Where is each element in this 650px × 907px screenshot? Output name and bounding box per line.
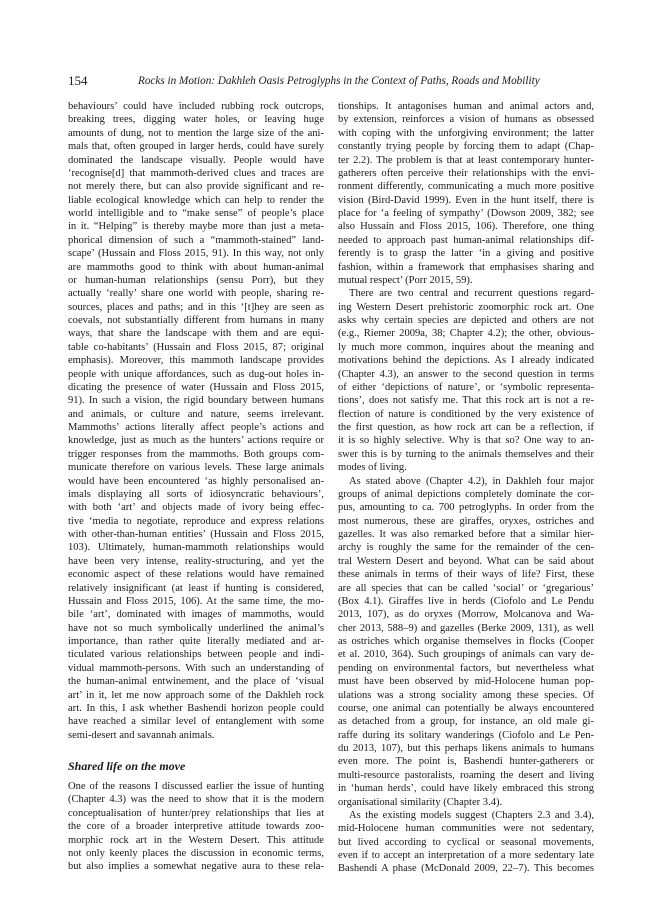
text-line: ing Western Desert prehistoric zoomorphic rock art. One — [338, 301, 594, 313]
text-line: modes of living. — [338, 462, 407, 474]
text-line: dominated the landscape visually. People would have — [68, 154, 324, 166]
text-line: vision (Bird-David 1999). Even in the hunt itself, there is — [338, 194, 594, 206]
text-line: as detached from a group, for instance, an old male gi- — [338, 716, 594, 728]
text-line: not merely there, but can also provide significant and re- — [68, 181, 324, 193]
left-paragraph-1 — [68, 100, 324, 742]
text-line: trigger responses from the mammoths. Both groups com- — [68, 448, 324, 460]
text-line: Bashendi A phase (McDonald 2009, 22–7). This becomes — [338, 863, 594, 875]
text-line: importance, than rather quite literally mediated and ar- — [68, 636, 324, 647]
text-line: gatherers often perceive their relationships with the envi- — [338, 167, 594, 179]
right-paragraph-1 — [338, 100, 594, 287]
text-line: 103). Ultimately, human-mammoth relationships would — [68, 542, 324, 554]
text-line: relatively insignificant (at least if hunting is considered, — [68, 582, 324, 594]
text-line: multi-resource pastoralists, roaming the desert and living — [338, 769, 594, 781]
text-line: in it. “Helping” is thereby maybe more than just a meta- — [68, 221, 324, 233]
text-line: phorical dimension of such a “mammoth-stained” land- — [68, 234, 324, 246]
text-line: 91). In such a vision, the rigid boundary between humans — [68, 395, 324, 407]
text-line: or human-human relationships (sensu Porr), but they — [68, 274, 324, 286]
text-line: mid-Holocene human communities were not sedentary, — [338, 823, 594, 835]
text-line: economic aspect of these relations would have remained — [68, 569, 324, 581]
text-line: art’ in it, let me now approach some of the Dakhleh rock — [68, 689, 324, 701]
text-line: with other-than-human entities’ (Hussain and Floss 2015, — [68, 529, 324, 540]
text-line: ly much more common, inquires about the meaning and — [338, 341, 594, 353]
text-line: constantly trying people by forcing them to adapt (Chap- — [338, 141, 594, 153]
text-line: dicating the presence of water (Hussain and Floss 2015, — [68, 381, 324, 393]
text-line: ter 2.2). The problem is that at least contemporary hunter- — [338, 154, 594, 166]
page-number: 154 — [68, 73, 88, 88]
text-line: in ‘human herds’, could have likely embraced this strong — [338, 783, 594, 795]
text-line: by extension, reinforces a vision of humans as obsessed — [338, 114, 594, 126]
text-line: are mammoths good to think with about human-animal — [68, 261, 324, 273]
text-line: but lived according to cyclical or seasonal movements, — [338, 836, 594, 848]
text-line: raffe during its solitary wanderings (Ciofolo and Le Pen- — [338, 729, 594, 741]
text-line: There are two central and recurrent questions regard- — [349, 288, 594, 300]
text-line: ways, that share the landscape with them and are equi- — [68, 328, 324, 340]
text-line: ferently is to grasp the latter ‘in a giving and positive — [338, 248, 594, 260]
text-line: cher 2013, 588–9) and gazelles (Berke 2009, 131), as well — [338, 622, 594, 634]
text-line: liable ecological knowledge which can help to render the — [68, 194, 324, 206]
text-line: semi-desert and savannah animals. — [68, 729, 215, 741]
text-line: pending on environmental factors, but nevertheless what — [338, 662, 594, 674]
text-line: and animals, or culture and nature, seems irrelevant. — [68, 408, 324, 420]
text-line: of either ‘depictions of nature’, or ‘symbolic representa- — [338, 381, 594, 393]
text-line: ronment differently, communicating a much more positive — [338, 181, 594, 193]
text-line: bile ‘art’, dominated with images of mammoths, would — [68, 609, 324, 621]
text-line: Hussain and Floss 2015, 106). At the same time, the mo- — [68, 595, 324, 607]
text-line: conceptualisation of hunter/prey relationships that lies at — [68, 807, 324, 819]
text-line: as ostriches which organise themselves in flocks (Cooper — [338, 636, 594, 647]
text-line: sources, places and paths; and in this ‘[t]hey are seen as — [68, 301, 324, 313]
left-column — [68, 100, 324, 874]
text-line: table co-habitants’ (Hussain and Floss 2015, 87; original — [68, 341, 324, 353]
text-line: actually ‘really’ share one world with people, sharing re- — [68, 288, 324, 300]
text-line: 2013, 107), as do oryxes (Morrow, Molcanova and Wa- — [338, 609, 594, 621]
text-line: groups of animal depictions completely dominate the cor- — [338, 488, 594, 500]
text-line: breaking trees, digging water holes, or leaving huge — [68, 114, 324, 126]
text-line: world intelligible and to “make sense” of people’s place — [68, 208, 324, 219]
text-line: ‘recognise[d] that mammoth-derived clues and traces are — [68, 167, 324, 179]
text-line: scape’ (Hussain and Floss 2015, 91). In this way, not only — [68, 248, 324, 260]
text-line: et al. 2010, 364). Such groupings of animals can vary de- — [338, 649, 594, 661]
text-line: imals displaying all sorts of idiosyncratic behaviours’, — [68, 488, 324, 500]
text-line: mals that, often grouped in larger herds, could have surely — [68, 141, 324, 153]
text-line: vidual mammoth-persons. With such an understanding of — [68, 662, 324, 674]
text-line: the core of a broader interpretive attitude towards zoo- — [68, 821, 324, 833]
text-line: (Chapter 4.3) was the need to show that it is the modern — [68, 794, 324, 806]
text-line: also Hussain and Floss 2015, 106). Therefore, one thing — [338, 221, 594, 233]
text-line: the first question, as how rock art can be a reflection, if — [338, 422, 594, 433]
running-title: Rocks in Motion: Dakhleh Oasis Petroglyphs in the Context of Paths, Roads and Mobility — [138, 75, 540, 87]
right-paragraph-2 — [338, 287, 594, 474]
text-line: One of the reasons I discussed earlier the issue of hunting — [68, 781, 324, 792]
text-line: with both ‘art’ and objects made of ivory being effec- — [68, 502, 324, 514]
text-line: coevals, not substantially different from humans in many — [68, 315, 324, 326]
text-line: with coping with the unforgiving environment; the latter — [338, 127, 594, 139]
text-line: needed to approach past human-animal relationships dif- — [338, 234, 594, 246]
left-paragraph-2 — [68, 780, 324, 874]
text-line: archy is roughly the same for the remainder of the cen- — [338, 542, 594, 554]
text-line: even more. The point is, Bashendi hunter-gatherers or — [338, 756, 594, 768]
text-line: (Chapter 4.3), an answer to the second question in terms — [338, 368, 594, 380]
text-line: but also implies a somewhat negative aura to these rela- — [68, 861, 324, 873]
right-paragraph-3 — [338, 475, 594, 809]
text-line: Mammoths’ actions literally affect people’s actions and — [68, 422, 324, 433]
text-line: As stated above (Chapter 4.2), in Dakhleh four major — [349, 475, 594, 487]
text-line: motivations behind the depictions. As I already indicated — [338, 355, 594, 367]
text-line: have reached a similar level of entanglement with some — [68, 716, 324, 728]
text-line: mutual respect’ (Porr 2015, 59). — [338, 274, 473, 286]
text-line: it is so highly selective. Why is that so? One way to an- — [338, 435, 594, 447]
text-line: course, one animal can potentially be always encountered — [338, 702, 594, 714]
text-line: (Box 4.1). Giraffes live in herds (Ciofolo and Le Pendu — [338, 595, 594, 607]
text-line: people with unique affordances, such as dug-out holes in- — [68, 368, 324, 380]
text-line: these animals in terms of their ways of life? First, these — [338, 569, 594, 581]
text-line: most numerous, these are giraffes, oryxes, ostriches and — [338, 515, 594, 527]
text-line: emphasis). Moreover, this mammoth landscape provides — [68, 355, 324, 367]
text-line: fashion, within a framework that emphasises sharing and — [338, 261, 594, 273]
right-column — [338, 100, 594, 876]
text-line: behaviours’ could have included rubbing rock outcrops, — [68, 101, 324, 112]
text-line: have been very intense, reality-structuring, and yet the — [68, 555, 324, 567]
text-line: (e.g., Riemer 2009a, 38; Chapter 4.2); the other, obvious- — [338, 328, 594, 340]
text-line: asks why certain species are depicted and others are not — [338, 315, 594, 326]
text-line: knowledge, just as much as the hunters’ actions require or — [68, 435, 324, 447]
text-line: have not so much symbolically underlined the animal’s — [68, 622, 324, 634]
running-header — [68, 73, 596, 89]
text-line: pus, amounting to ca. 700 petroglyphs. In order from the — [338, 502, 594, 514]
section-heading: Shared life on the move — [68, 759, 186, 773]
text-line: swer this is by turning to the animals themselves and their — [338, 448, 594, 460]
text-line: organisational similarity (Chapter 3.4). — [338, 796, 503, 808]
text-line: municate therefore on various levels. These large animals — [68, 462, 324, 474]
text-line: the human-animal entwinement, and the place of ‘visual — [68, 676, 324, 688]
text-line: tions’, does not satisfy me. That this rock art is not a re- — [338, 395, 594, 407]
text-line: ulations was a strong sociality among these species. Of — [338, 689, 594, 701]
text-line: ticulated various relationships between people and indi- — [68, 649, 324, 661]
text-line: are all species that can be called ‘social’ or ‘gregarious’ — [338, 582, 594, 594]
text-line: tionships. It antagonises human and animal actors and, — [338, 101, 594, 112]
text-line: not only keenly places the discussion in economic terms, — [68, 847, 324, 859]
text-line: must have been observed by mid-Holocene human pop- — [338, 676, 594, 688]
text-line: place for ‘a feeling of sympathy’ (Dowson 2009, 382; see — [338, 208, 594, 219]
text-line: tive ‘media to negotiate, reproduce and express relations — [68, 515, 324, 527]
text-line: du 2013, 107), but this perhaps likens animals to humans — [338, 743, 594, 754]
text-line: gazelles. It was also remarked before that a similar hier- — [338, 529, 594, 540]
text-line: amounts of dung, not to mention the large size of the ani- — [68, 127, 324, 139]
text-line: flection of nature is conditioned by the very existence of — [338, 408, 594, 420]
text-line: morphic rock art in the Western Desert. This attitude — [68, 834, 324, 846]
text-line: would have been encountered ‘as highly personalised an- — [68, 475, 324, 487]
text-line: even if to accept an interpretation of a more sedentary late — [338, 850, 594, 861]
text-line: tral Western Desert and beyond. What can be said about — [338, 555, 594, 567]
text-line: art. In this, I ask whether Bashendi horizon people could — [68, 702, 324, 714]
right-paragraph-4 — [338, 809, 594, 876]
text-line: As the existing models suggest (Chapters 2.3 and 3.4), — [349, 809, 594, 821]
